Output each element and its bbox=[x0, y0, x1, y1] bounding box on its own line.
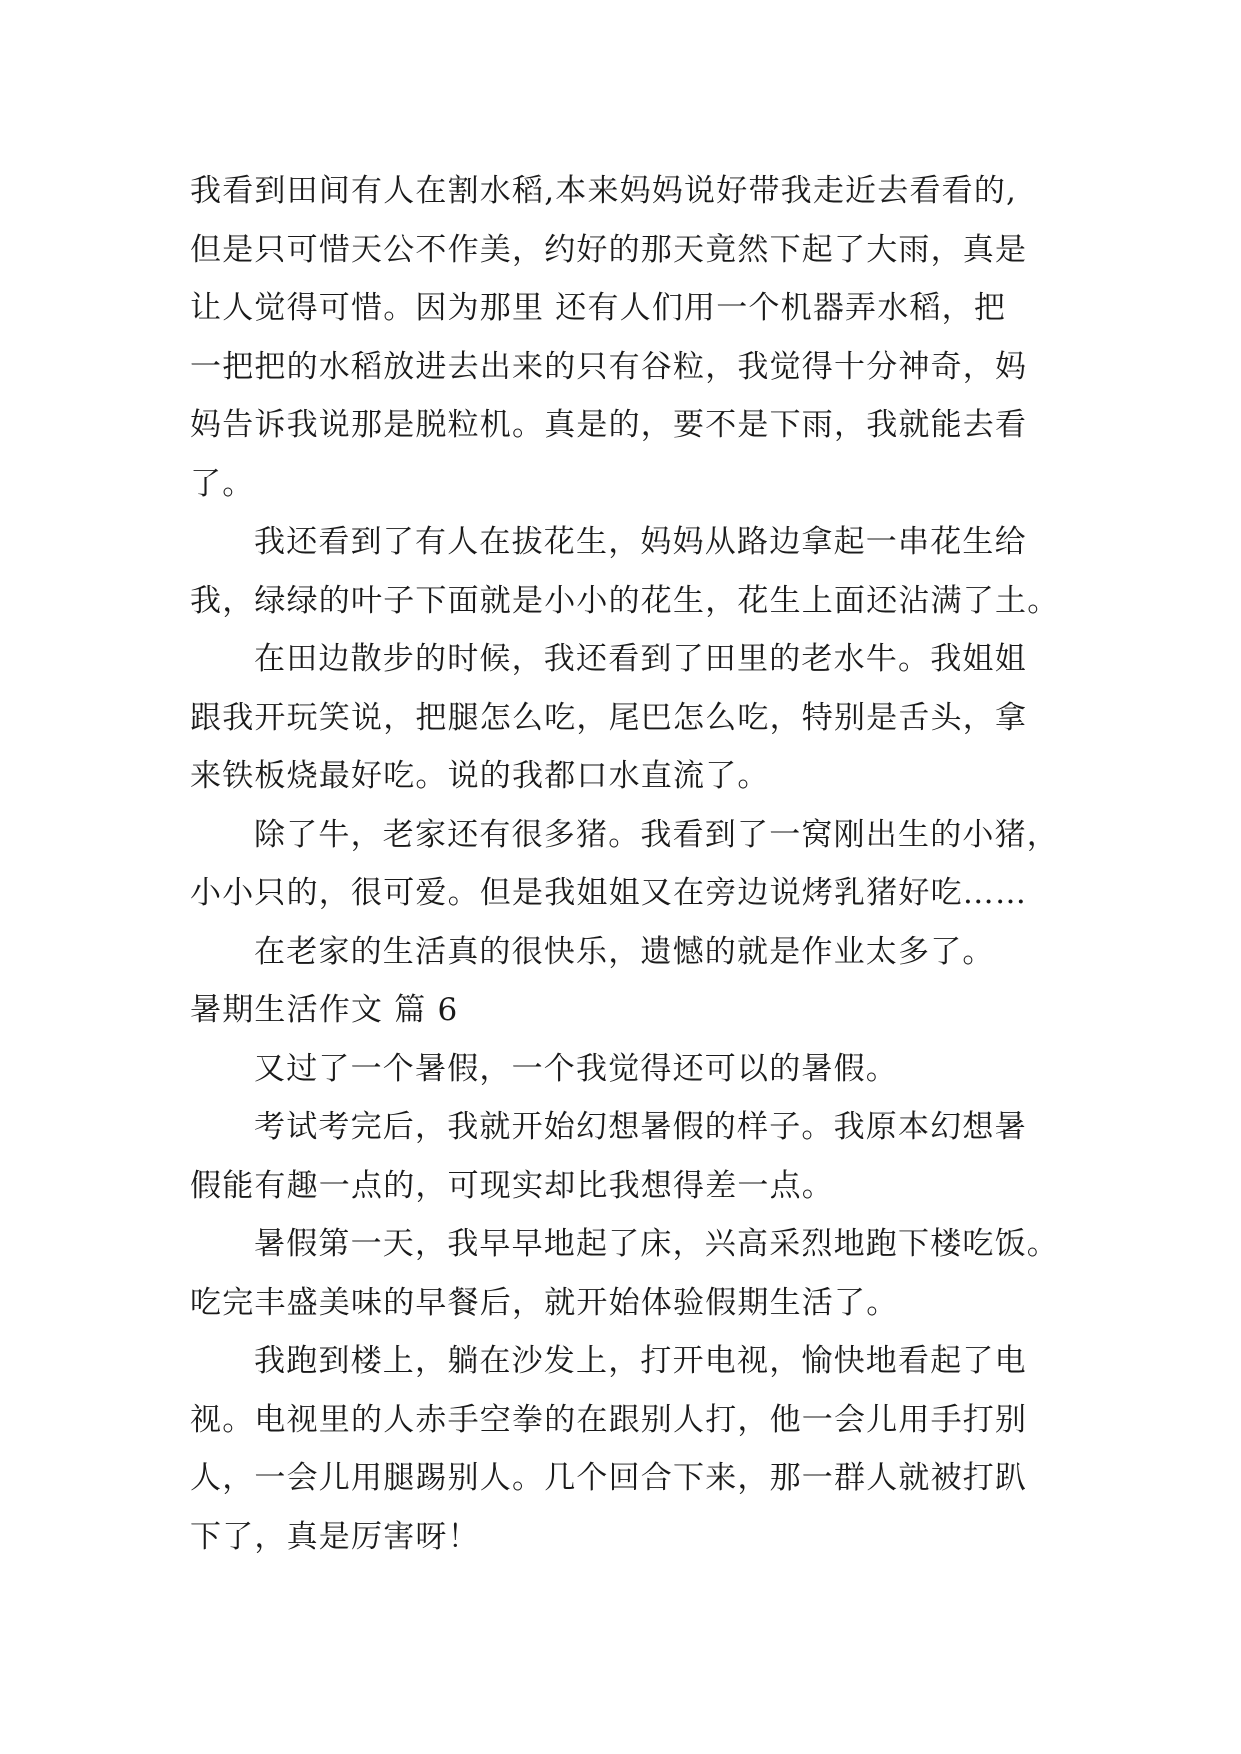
text-line: 妈告诉我说那是脱粒机。真是的，要不是下雨，我就能去看 bbox=[190, 407, 1028, 443]
text-line: 暑期生活作文 篇 6 bbox=[190, 992, 459, 1028]
text-line: 小小只的，很可爱。但是我姐姐又在旁边说烤乳猪好吃…… bbox=[190, 875, 1028, 911]
text-line: 让人觉得可惜。因为那里 还有人们用一个机器弄水稻，把 bbox=[190, 290, 1007, 326]
text-line: 假能有趣一点的，可现实却比我想得差一点。 bbox=[190, 1167, 834, 1204]
text-line: 人，一会儿用腿踢别人。几个回合下来，那一群人就被打趴 bbox=[190, 1460, 1028, 1496]
text-line: 下了，真是厉害呀！ bbox=[190, 1518, 480, 1555]
text-line: 我，绿绿的叶子下面就是小小的花生，花生上面还沾满了土。 bbox=[190, 582, 1060, 619]
text-line: 吃完丰盛美味的早餐后，就开始体验假期生活了。 bbox=[190, 1284, 899, 1321]
text-line: 了。 bbox=[190, 465, 255, 502]
text-line: 在田边散步的时候，我还看到了田里的老水牛。我姐姐 bbox=[254, 641, 1027, 677]
text-line: 但是只可惜天公不作美，约好的那天竟然下起了大雨，真是 bbox=[190, 231, 1028, 268]
text-line: 我跑到楼上，躺在沙发上，打开电视，愉快地看起了电 bbox=[254, 1343, 1027, 1379]
text-line: 一把把的水稻放进去出来的只有谷粒，我觉得十分神奇，妈 bbox=[190, 348, 1028, 385]
text-line: 考试考完后，我就开始幻想暑假的样子。我原本幻想暑 bbox=[254, 1109, 1027, 1145]
text-line: 除了牛，老家还有很多猪。我看到了一窝刚出生的小猪， bbox=[254, 816, 1059, 853]
text-line: 视。电视里的人赤手空拳的在跟别人打，他一会儿用手打别 bbox=[190, 1401, 1028, 1438]
text-line: 我看到田间有人在割水稻,本来妈妈说好带我走近去看看的, bbox=[190, 173, 1018, 209]
text-line: 暑假第一天，我早早地起了床，兴高采烈地跑下楼吃饭。 bbox=[254, 1226, 1059, 1262]
essay-text bbox=[190, 162, 1090, 1566]
text-line: 在老家的生活真的很快乐，遗憾的就是作业太多了。 bbox=[254, 933, 995, 970]
text-line: 又过了一个暑假，一个我觉得还可以的暑假。 bbox=[254, 1050, 898, 1087]
text-line: 跟我开玩笑说，把腿怎么吃，尾巴怎么吃，特别是舌头，拿 bbox=[190, 699, 1028, 736]
text-line: 我还看到了有人在拔花生，妈妈从路边拿起一串花生给 bbox=[254, 524, 1027, 560]
text-line: 来铁板烧最好吃。说的我都口水直流了。 bbox=[190, 758, 770, 794]
